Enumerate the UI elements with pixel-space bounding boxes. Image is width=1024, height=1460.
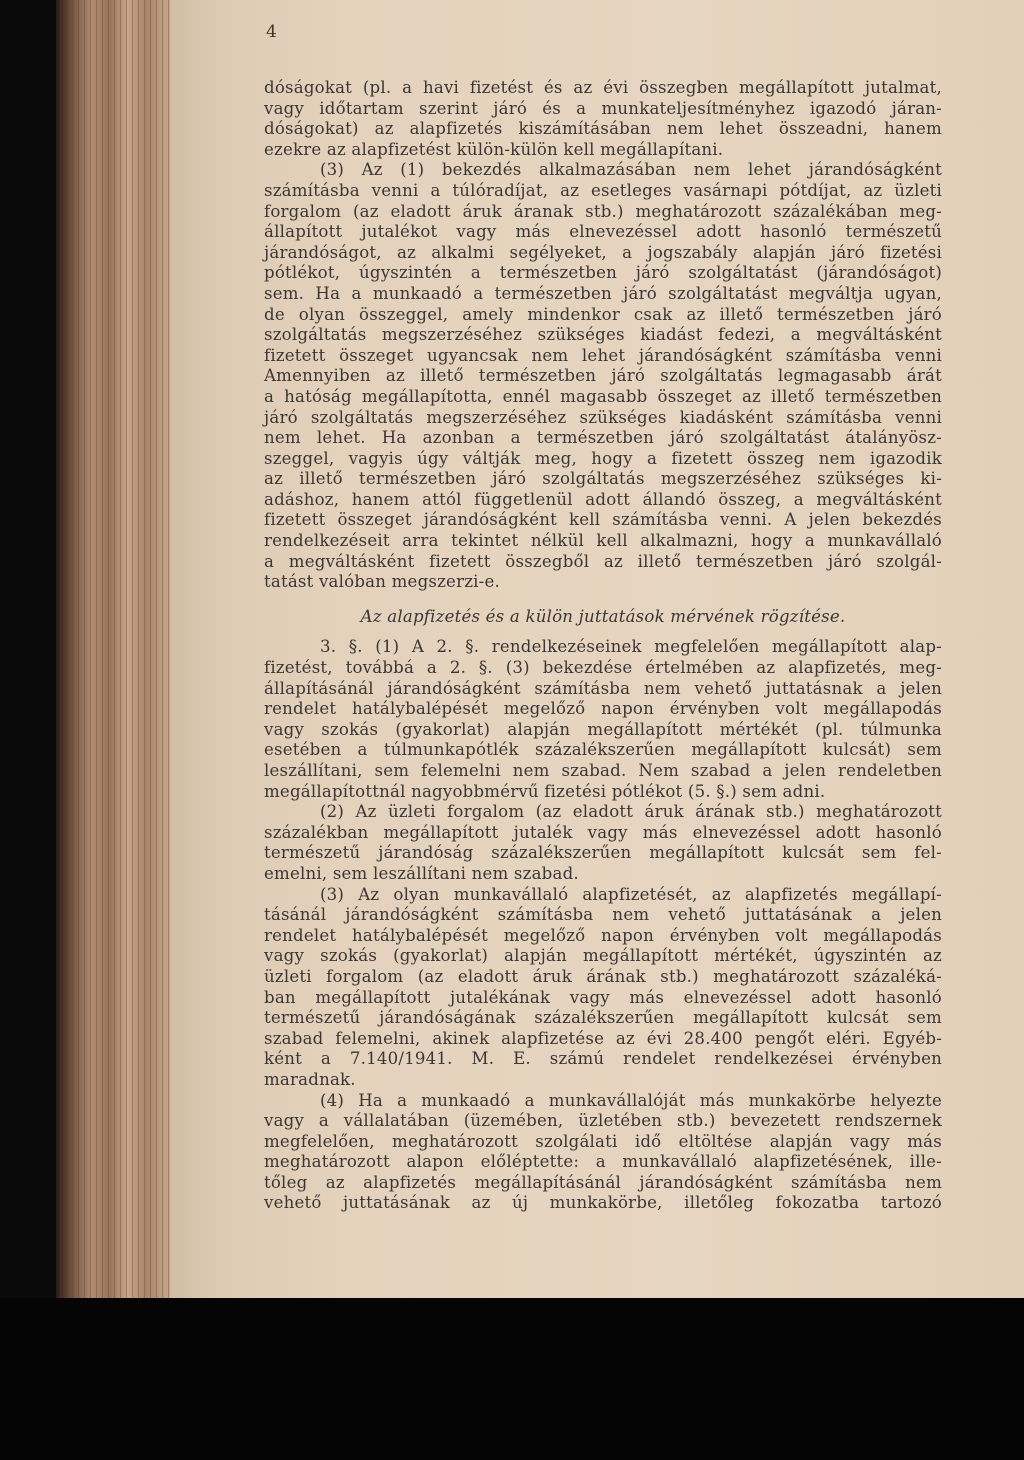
text-line: pótlékot, úgyszintén a természetben járó szolgáltatást (járandóságot) [264, 263, 942, 283]
text-line: ezekre az alapfizetést külön-külön kell megállapítani. [264, 139, 724, 159]
text-line: dóságokat) az alapfizetés kiszámításában nem lehet összeadni, hanem [264, 119, 942, 139]
text-line: (2) Az üzleti forgalom (az eladott áruk árának stb.) meghatározott [320, 802, 942, 822]
text-line: vagy időtartam szerint járó és a munkateljesítményhez igazodó járan- [264, 98, 942, 118]
text-line: vagy a vállalatában (üzemében, üzletében stb.) bevezetett rendszernek [264, 1111, 942, 1131]
text-line: meghatározott alapon előléptette: a munkavállaló alapfizetésének, ille- [264, 1152, 942, 1172]
text-line: esetében a túlmunkapótlék százalékszerűen megállapított kulcsát) sem [264, 740, 942, 760]
text-line: tőleg az alapfizetés megállapításánál járandóságként számításba nem [264, 1172, 942, 1192]
text-line: rendelkezéseit arra tekintet nélkül kell alkalmazni, hogy a munkavállaló [264, 531, 942, 551]
text-line: dóságokat (pl. a havi fizetést és az évi összegben megállapított jutalmat, [264, 78, 942, 97]
text-line: számításba venni a túlóradíjat, az esetleges vasárnapi pótdíjat, az üzleti [264, 180, 942, 200]
text-line: maradnak. [264, 1069, 356, 1089]
text-line: természetű járandóság százalékszerűen megállapított kulcsát sem fel- [264, 843, 942, 863]
text-line: tásánál járandóságként számításba nem vehető juttatásának a jelen [264, 905, 942, 925]
text-line: rendelet hatálybalépését megelőző napon érvényben volt megállapodás [264, 699, 942, 719]
text-line: fizetést, továbbá a 2. §. (3) bekezdése értelmében az alapfizetés, meg- [264, 658, 942, 678]
text-line: szolgáltatás megszerzéséhez szükséges kiadást fedezi, a megváltásként [264, 325, 942, 345]
paragraph-section-2-3 [264, 160, 942, 592]
text-line: vagy szokás (gyakorlat) alapján megállapított mértékét (pl. túlmunka [264, 719, 942, 739]
text-line: ban megállapított jutalékának vagy más elnevezéssel adott hasonló [264, 987, 942, 1007]
text-line: 3. §. (1) A 2. §. rendelkezéseinek megfelelően megállapított alap- [320, 637, 942, 657]
text-line: sem. Ha a munkaadó a természetben járó szolgáltatást megváltja ugyan, [264, 283, 942, 303]
text-line: Amennyiben az illető természetben járó szolgáltatás legmagasabb árát [264, 366, 942, 386]
text-line: vagy szokás (gyakorlat) alapján megállapított mértékét, úgyszintén az [264, 946, 942, 966]
page-text [264, 78, 942, 1214]
text-line: szabad felemelni, akinek alapfizetése az évi 28.400 pengőt eléri. Egyéb- [264, 1028, 942, 1048]
text-line: járó szolgáltatás megszerzéséhez szükséges kiadásként számításba venni [264, 407, 942, 427]
paragraph-section-3-3 [264, 885, 942, 1091]
text-line: (3) Az olyan munkavállaló alapfizetését, az alapfizetés megállapí- [320, 884, 942, 904]
text-line: az illető természetben járó szolgáltatás megszerzéséhez szükséges ki- [264, 469, 942, 489]
text-line: állapításánál járandóságként számításba nem vehető juttatásnak a jelen [264, 678, 942, 698]
text-line: tatást valóban megszerzi-e. [264, 572, 500, 592]
text-line: leszállítani, sem felemelni nem szabad. Nem szabad a jelen rendeletben [264, 761, 942, 780]
text-line: szeggel, vagyis úgy váltják meg, hogy a fizetett összeg nem igazodik [264, 448, 942, 468]
text-line: (3) Az (1) bekezdés alkalmazásában nem lehet járandóságként [320, 160, 942, 180]
text-line: megállapítottnál nagyobbmérvű fizetési pótlékot (5. §.) sem adni. [264, 781, 826, 801]
text-line: ként a 7.140/1941. M. E. számú rendelet rendelkezései érvényben [264, 1049, 942, 1069]
text-line: adáshoz, hanem attól függetlenül adott állandó összeg, a megváltásként [264, 489, 942, 509]
paragraph-continuation [264, 78, 942, 160]
text-line: megfelelően, meghatározott szolgálati idő eltöltése alapján vagy más [264, 1131, 942, 1151]
paragraph-section-3-4 [264, 1091, 942, 1215]
text-line: járandóságot, az alkalmi segélyeket, a jogszabály alapján járó fizetési [264, 242, 942, 262]
text-line: de olyan összeggel, amely mindenkor csak az illető természetben járó [264, 304, 942, 324]
text-line: (4) Ha a munkaadó a munkavállalóját más munkakörbe helyezte [320, 1090, 942, 1110]
text-line: forgalom (az eladott áruk áranak stb.) meghatározott százalékában meg- [264, 201, 942, 221]
page-stack-lines [60, 0, 172, 1298]
paragraph-section-3-2 [264, 802, 942, 884]
text-line: a hatóság megállapította, ennél magasabb összeget az illető természetben [264, 386, 942, 406]
text-line: üzleti forgalom (az eladott áruk árának stb.) meghatározott százaléká- [264, 966, 942, 986]
text-line: a megváltásként fizetett összegből az illető természetben járó szolgál- [264, 551, 942, 571]
page-number: 4 [266, 22, 277, 42]
text-line: állapított jutalékot vagy más elnevezéssel adott hasonló természetű [264, 222, 942, 242]
text-line: rendelet hatálybalépését megelőző napon érvényben volt megállapodás [264, 925, 942, 945]
text-line: százalékban megállapított jutalék vagy más elnevezéssel adott hasonló [264, 822, 942, 842]
text-line: nem lehet. Ha azonban a természetben járó szolgáltatást átalányösz- [264, 428, 942, 448]
paragraph-section-3-1 [264, 637, 942, 802]
section-heading: Az alapfizetés és a külön juttatások mérvének rögzítése. [360, 606, 846, 626]
text-line: emelni, sem leszállítani nem szabad. [264, 863, 579, 883]
text-line: fizetett összeget ugyancsak nem lehet járandóságként számításba venni [264, 345, 942, 365]
text-line: természetű járandóságának százalékszerűen megállapított kulcsát sem [264, 1008, 942, 1028]
text-line: fizetett összeget járandóságként kell számításba venni. A jelen bekezdés [264, 510, 942, 530]
background-bottom [0, 1298, 1024, 1460]
text-line: vehető juttatásának az új munkakörbe, illetőleg fokozatba tartozó [264, 1193, 942, 1213]
